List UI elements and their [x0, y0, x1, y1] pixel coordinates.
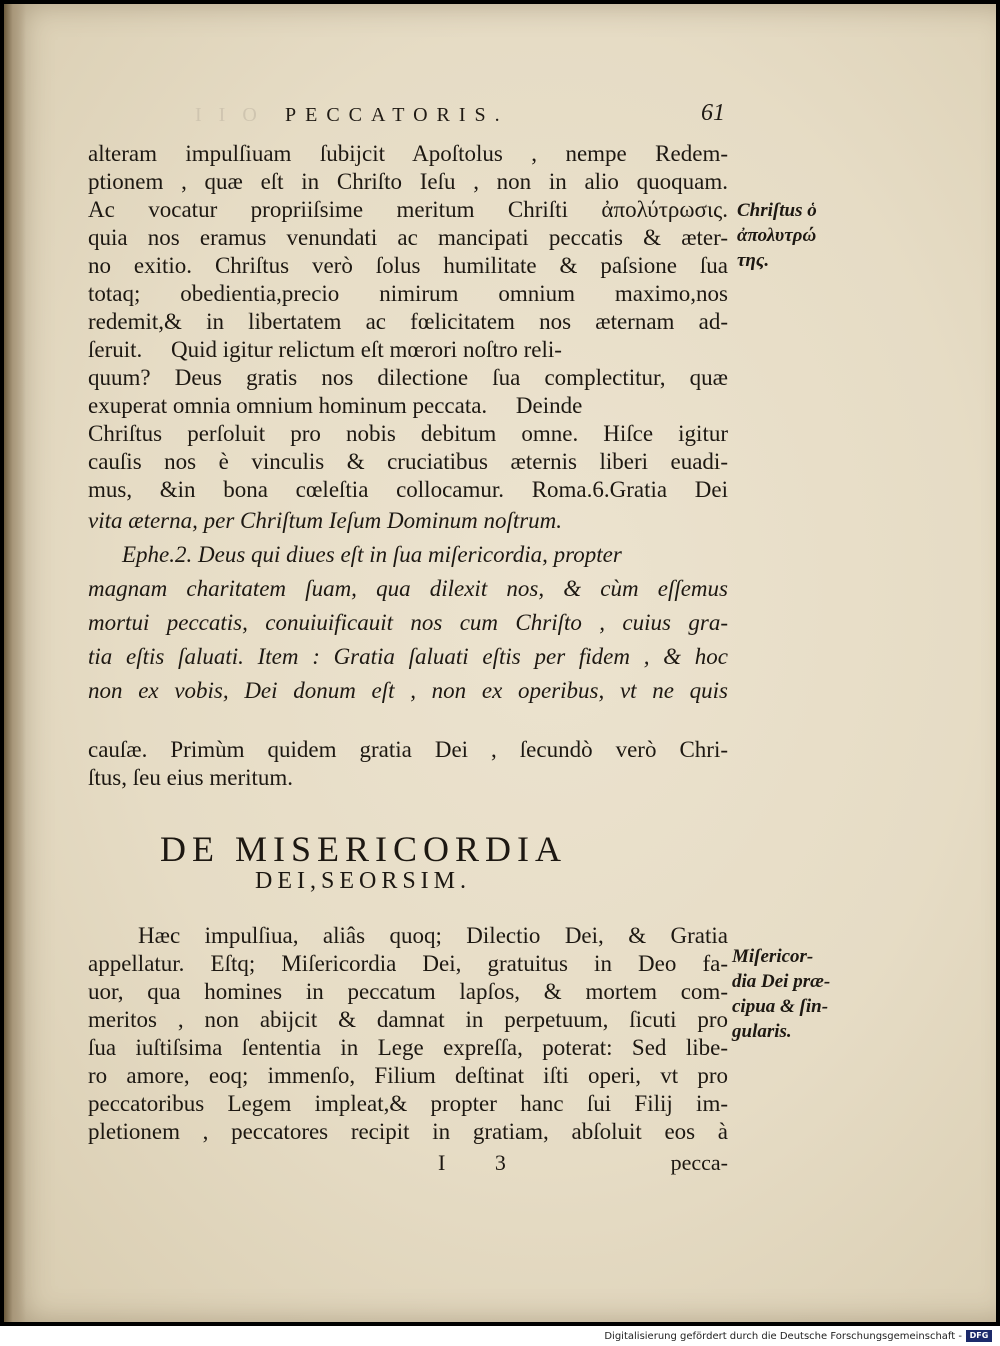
text-line: redemit,& in libertatem ac fœlicitatem nos æternam ad- [88, 309, 728, 334]
faded-show-through: I I O [195, 104, 263, 126]
text-line: cauſæ. Primùm quidem gratia Dei , ſecundò verò Chri- [88, 737, 728, 762]
text-line: quum? Deus gratis nos dilectione ſua complectitur, quæ [88, 365, 728, 390]
text-line: peccatoribus Legem impleat,& propter hanc ſui Filij im- [88, 1091, 728, 1116]
signature-mark: I 3 [438, 1150, 528, 1175]
section-subheading: DEI,SEORSIM. [255, 868, 472, 894]
text-line: ro amore, eoq; immenſo, Filium deſtinat iſti operi, vt pro [88, 1063, 728, 1088]
text-line: Chriſtus perſoluit pro nobis debitum omne. Hiſce igitur [88, 421, 728, 446]
text-line: Ac vocatur propriiſsime meritum Chriſti ἀπολύτρωσις. [88, 197, 728, 222]
page-header [195, 100, 725, 134]
text-line: alteram impulſiuam ſubijcit Apoſtolus , nempe Redem- [88, 141, 728, 166]
text-line: appellatur. Eſtq; Miſericordia Dei, gratuitus in Deo fa- [88, 951, 728, 976]
text-line: totaq; obedientia,precio nimirum omnium maximo,nos [88, 281, 728, 306]
text-line: no exitio. Chriſtus verò ſolus humilitate & paſsione ſua [88, 253, 728, 278]
section-heading: DE MISERICORDIA [160, 829, 568, 869]
margin-note [737, 198, 857, 273]
text-line: ſtus, ſeu eius meritum. [88, 765, 294, 790]
text-line: exuperat omnia omnium hominum peccata. Deinde [88, 393, 583, 418]
dfg-logo-icon: DFG [966, 1330, 992, 1342]
footer-credit: Digitalisierung gefördert durch die Deutsche Forschungsgemeinschaft - [604, 1331, 962, 1342]
italic-text-line: Ephe.2. Deus qui diues eſt in ſua miſericordia, propter [122, 542, 622, 567]
italic-text-line: tia eſtis ſaluati. Item : Gratia ſaluati eſtis per fidem , & hoc [88, 644, 728, 669]
mixed-text-line [88, 708, 728, 736]
text-line: ptionem , quæ eſt in Chriſto Ieſu , non in alio quoquam. [88, 169, 728, 194]
text-line: cauſis nos è vinculis & cruciatibus æternis liberi euadi- [88, 449, 728, 474]
margin-note [732, 944, 842, 1044]
italic-text-line: non ex vobis, Dei donum eſt , non ex operibus, vt ne quis [88, 678, 728, 703]
running-head: PECCATORIS. [285, 104, 509, 126]
italic-text-line: vita æterna, per Chriſtum Ieſum Dominum noſtrum. [88, 508, 563, 533]
text-line: meritos , non abijcit & damnat in perpetuum, ſicuti pro [88, 1007, 728, 1032]
margin-note-line: της. [737, 250, 770, 271]
text-line: pletionem , peccatores recipit in gratiam, abſoluit eos à [88, 1119, 728, 1144]
text-line: Hæc impulſiua, aliâs quoq; Dilectio Dei, & Gratia [138, 923, 728, 948]
margin-note-line: dia Dei præ- [732, 971, 831, 992]
text-line: ſua iuſtiſsima ſententia in Lege expreſſa, poterat: Sed libe- [88, 1035, 728, 1060]
italic-text-line: mortui peccatis, conuiuificauit nos cum Chriſto , cuius gra- [88, 610, 728, 635]
italic-text-line: magnam charitatem ſuam, qua dilexit nos, & cùm eſſemus [88, 576, 728, 601]
page-number: 61 [701, 100, 725, 126]
margin-note-line: Miſericor- [732, 946, 814, 967]
margin-note-line: ἀπολυτρώ [737, 225, 817, 246]
margin-note-line: gularis. [732, 1021, 792, 1042]
text-line: ſeruit. Quid igitur relictum eſt mœrori noſtro reli- [88, 337, 562, 362]
text-line: mus, &in bona cœleſtia collocamur. Roma.6.Gratia Dei [88, 477, 728, 502]
text-line: quia nos eramus venundati ac mancipati peccatis & æter- [88, 225, 728, 250]
margin-note-line: cipua & ſin- [732, 996, 829, 1017]
catchword: pecca- [670, 1150, 728, 1175]
section-text-block [88, 922, 728, 1146]
text-line: uor, qua homines in peccatum lapſos, & mortem com- [88, 979, 728, 1004]
margin-note-line: Chriſtus ὁ [737, 200, 817, 221]
main-text-block [88, 140, 728, 792]
